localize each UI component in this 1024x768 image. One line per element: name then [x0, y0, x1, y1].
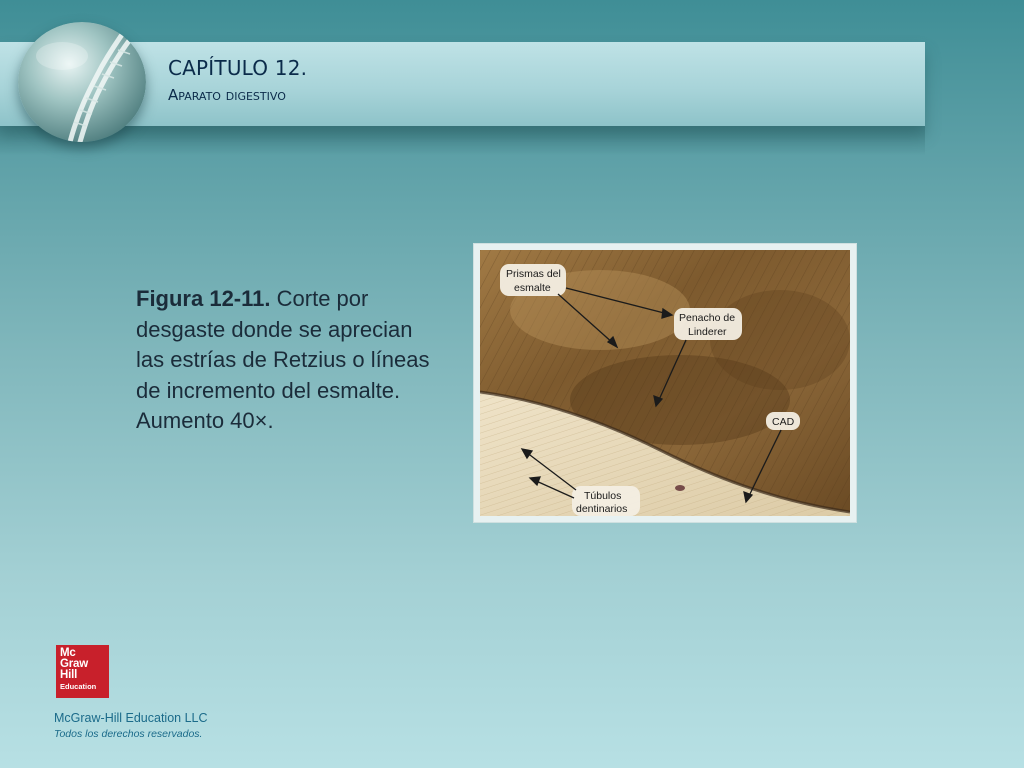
- rights-notice: Todos los derechos reservados.: [54, 728, 203, 740]
- svg-text:Túbulos: Túbulos: [584, 490, 622, 502]
- label-tubulos: [572, 486, 640, 516]
- micrograph-figure: [473, 243, 857, 523]
- company-name: McGraw-Hill Education LLC: [54, 711, 208, 725]
- label-penacho: [674, 308, 742, 340]
- figure-caption: [136, 284, 436, 437]
- svg-text:CAD: CAD: [772, 416, 795, 428]
- svg-text:Penacho de: Penacho de: [679, 312, 736, 324]
- label-prismas: [500, 264, 566, 296]
- chromosome-orb-icon: [18, 22, 146, 142]
- chapter-title: CAPÍTULO 12.: [168, 56, 308, 80]
- svg-text:dentinarios: dentinarios: [576, 503, 628, 515]
- svg-text:Prismas del: Prismas del: [506, 268, 561, 280]
- svg-text:Linderer: Linderer: [688, 326, 727, 338]
- banner-shadow: [0, 126, 925, 156]
- label-cad: [766, 412, 800, 430]
- enamel-micrograph: [480, 250, 850, 516]
- caption-text: Corte por desgaste donde se aprecian las estrías de Retzius o líneas de incremento del esmalte. Aumento 40×.: [136, 286, 430, 433]
- chapter-subtitle: Aparato digestivo: [168, 86, 286, 104]
- svg-text:esmalte: esmalte: [514, 282, 551, 294]
- mcgraw-hill-logo: Mc Graw Hill Education: [56, 645, 109, 698]
- figure-label: Figura 12-11.: [136, 286, 271, 311]
